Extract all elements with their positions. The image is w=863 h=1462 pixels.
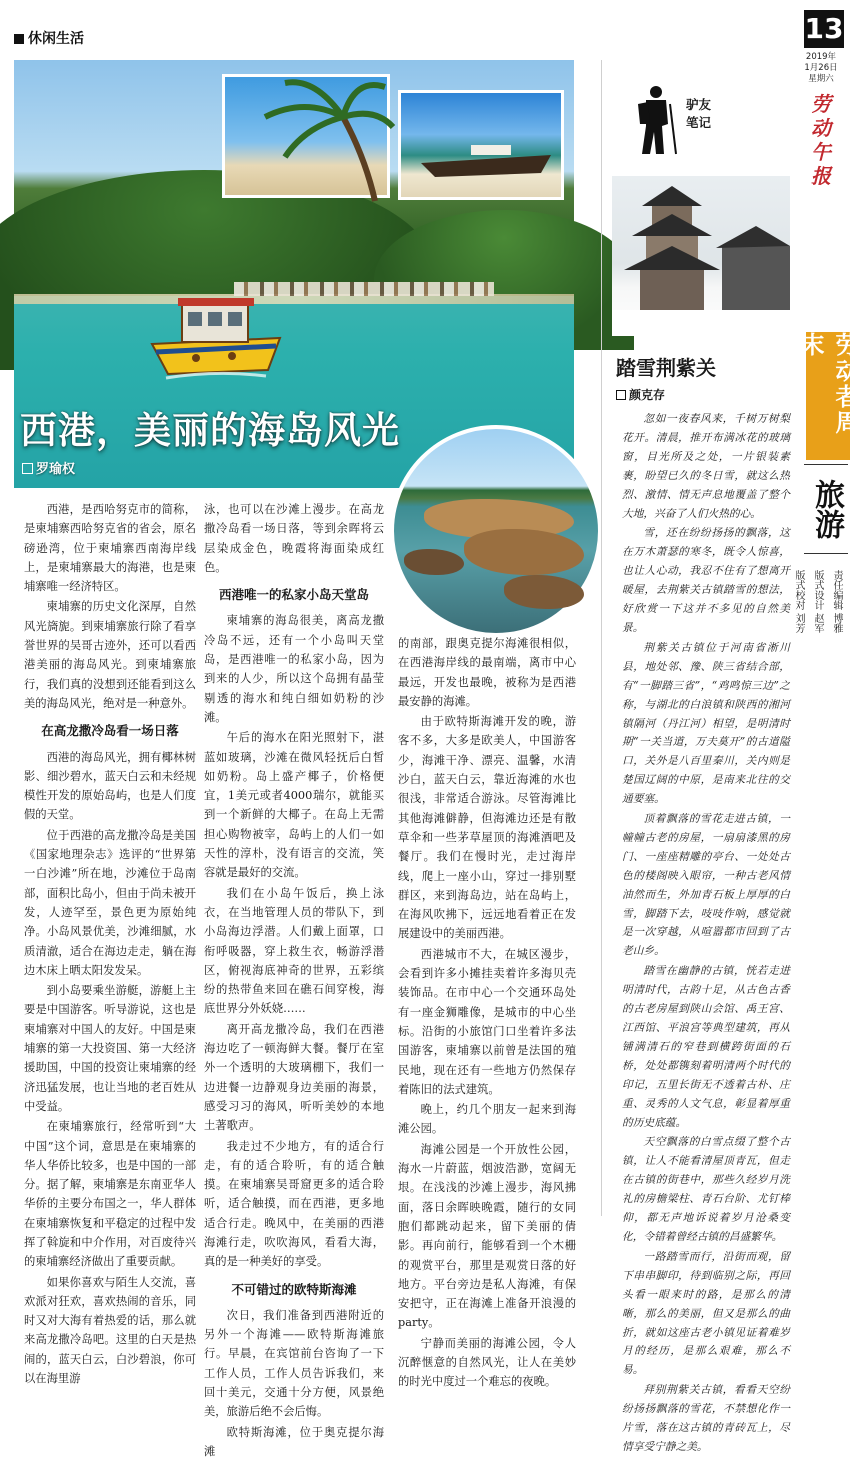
paragraph: 我们在小岛午饭后，换上泳衣，在当地管理人员的带队下，到小岛海边浮潜。人们戴上面罩，口衔呼吸器，穿上救生衣，畅游浮潜区，俯视海底神奇的世界，五彩缤纷的热带鱼来回在礁石间穿梭，海底世界分外妖娆…… xyxy=(204,886,384,1016)
boat-icon xyxy=(146,274,286,380)
article-column-1 xyxy=(24,500,196,1389)
paragraph: 欧特斯海滩，位于奥克提尔海滩 xyxy=(204,1425,384,1458)
square-outline-icon xyxy=(22,463,33,474)
subheading: 不可错过的欧特斯海滩 xyxy=(231,1281,357,1297)
issue-date: 2019年 1月26日 星期六 xyxy=(804,52,838,84)
beach-boat-photo xyxy=(398,90,564,200)
square-outline-icon xyxy=(616,390,626,400)
paragraph: 在柬埔寨旅行，经常听到“大中国”这个词，意思是在柬埔寨的华人华侨比较多，也是中国的一部分。据了解，柬埔寨是东南亚华人华侨的主要分布国之一，华人群体在柬埔寨恢复和平稳定的过程中发挥了斡旋和中介作用，对百废待兴的柬埔寨经济做出了重要贡献。 xyxy=(24,1120,196,1269)
paragraph: 晚上，约几个朋友一起来到海滩公园。 xyxy=(398,1103,576,1136)
paragraph: 宁静而美丽的海滩公园，令人沉醉惬意的自然风光，让人在美妙的时光中度过一个难忘的夜晚。 xyxy=(398,1336,576,1389)
paragraph: 到小岛要乘坐游艇，游艇上主要是中国游客。听导游说，这也是柬埔寨对中国人的友好。中国是柬埔寨的第一大投资国、第一大经济援助国，中国的投资让柬埔寨的经济迅猛发展，也让当地的老百姓从中受益。 xyxy=(24,984,196,1113)
article-title: 西港，美丽的海岛风光 xyxy=(20,409,400,452)
paragraph: 顶着飘落的雪花走进古镇，一幢幢古老的房屋，一扇扇漆黑的房门、一座座精雕的亭台、一处处古色的楼阁映入眼帘，一种古老风情油然而生，外加青石板上厚厚的白雪，脚踏下去，吱吱作响，感觉就是一次穿越，从喧嚣都市回到了古老山乡。 xyxy=(622,812,790,958)
subheading: 西港唯一的私家小岛天堂岛 xyxy=(218,587,369,603)
hero-photo xyxy=(14,60,574,488)
square-bullet-icon xyxy=(14,34,24,44)
snowy-town-photo xyxy=(612,176,790,336)
paragraph: 忽如一夜春风来，千树万树梨花开。清晨，推开布满冰花的玻璃窗，目光所及之处，一片银装素裹，盼望已久的冬日雪，就这么热烈、激情、情无声息地覆盖了整个大地，兴奋了人们火热的心。 xyxy=(622,412,790,520)
paragraph: 一路踏雪而行，沿街而观，留下串串脚印，待到临别之际，再回头看一眼来时的路，是那么的清晰，那么的美丽，但又是那么的曲折，就如这座古老小镇见证着难岁月的经历，是那么艰难，那么不易。 xyxy=(622,1249,790,1377)
pagoda-icon xyxy=(612,176,790,336)
rocky-shore-photo xyxy=(390,425,602,637)
palm-beach-photo xyxy=(222,74,390,198)
rock-shape xyxy=(464,529,584,575)
article-author: 罗瑜权 xyxy=(22,458,75,477)
article-column-2 xyxy=(204,500,384,1462)
paragraph: 离开高龙撒冷岛，我们在西港海边吃了一顿海鲜大餐。餐厅在室外一个透明的大玻璃棚下，我们一边进餐一边静观身边美丽的海景，感受习习的海风，听听美妙的本地土著歌声。 xyxy=(204,1022,384,1133)
paragraph: 海滩公园是一个开放性公园，海水一片蔚蓝，烟波浩渺，宽阔无垠。在浅浅的沙滩上漫步，海风拂面，落日余晖映晚霞，随行的女同胞们都跳动起来，留下美丽的倩影。再向前行，能够看到一个木栅的观赏平台，那里是观赏日落的好地方。平台旁边是私人海滩，有保安把守，正在海滩上准备开浪漫的party。 xyxy=(398,1142,576,1330)
rock-shape xyxy=(404,549,464,575)
paragraph: 午后的海水在阳光照射下，湛蓝如玻璃，沙滩在微风轻抚后白皙如奶粉。岛上盛产椰子，价格便宜，1美元或者4000瑞尔，就能买到一个新鲜的大椰子。在岛上无需担心购物被宰，岛屿上的人们一如天性的淳朴，没有语言的交流，笑容就是最好的交流。 xyxy=(204,731,384,880)
paragraph: 泳，也可以在沙滩上漫步。在高龙撒冷岛看一场日落，等到余晖将云层染成金色，晚霞将海面染成红色。 xyxy=(204,503,384,574)
paragraph: 柬埔寨的海岛很美，离高龙撒冷岛不远，还有一个小岛叫天堂岛，是西港唯一的私家小岛，因为到来的人少，所以这个岛拥有晶莹剔透的海水和纯白细如奶粉的沙滩。 xyxy=(204,614,384,724)
hiker-silhouette-icon xyxy=(628,84,678,156)
paragraph: 由于欧特斯海滩开发的晚，游客不多，大多是欧美人，中国游客少，海滩干净、漂亮、温馨，水清沙白，蓝天白云，靠近海滩的水也很浅，非常适合游泳。尽管海滩比其他海滩僻静，但海滩边还是有散草伞和一些茅草屋顶的海滩酒吧及餐厅。我们在慢时光，走过海岸线，爬上一座小山，穿过一排别墅群区，来到海岛边，站在岛屿上，在海风吹拂下，远远地看着正在发展建设中的美丽西港。 xyxy=(398,715,576,941)
article-column-3 xyxy=(398,634,576,1393)
article2-author: 颜克存 xyxy=(616,386,665,403)
section-name: 旅游 xyxy=(804,464,848,554)
paragraph: 西港，是西哈努克市的简称，是柬埔寨西哈努克省的省会，原名磅逊湾，位于柬埔寨西南海岸线上，是柬埔寨最大的海港，也是柬埔寨唯一经济特区。 xyxy=(24,503,196,594)
subheading: 在高龙撒冷岛看一场日落 xyxy=(41,723,179,739)
paragraph: 柬埔寨的历史文化深厚，自然风光旖旎。到柬埔寨旅行除了看享誉世界的吴哥古迹外，还可以看西港美丽的海岛风光。到柬埔寨旅行，我们真的没想到还能看到这么美的海岛风光，绝对是一种意外。 xyxy=(24,600,196,710)
longboat-icon xyxy=(401,93,567,203)
section-tag: 休闲生活 xyxy=(14,28,84,48)
editor-credits: 责任编辑 博雅 版式设计 赵军 版式校对 刘芳 xyxy=(793,570,842,634)
paragraph: 次日，我们准备到西港附近的另外一个海滩——欧特斯海滩旅行。早晨，在宾馆前台咨询了一下工作人员，工作人员告诉我们，来回十美元，交通十分方便，风景绝美，旅游后绝不会后悔。 xyxy=(204,1308,384,1419)
column-divider xyxy=(601,60,602,1216)
article2-title: 踏雪荆紫关 xyxy=(616,356,716,380)
paragraph: 西港城市不大，在城区漫步，会看到许多小摊挂卖着许多海贝壳装饰品。在市中心一个交通环岛处有一座金狮雕像，是城市的中心坐标。沿街的小旅馆门口坐着许多法国游客，柬埔寨以前曾是法国的殖民地，现在还有一些地方仍然保存着陈旧的法式建筑。 xyxy=(398,947,576,1096)
palm-tree-icon xyxy=(225,77,393,201)
paragraph: 我走过不少地方，有的适合行走，有的适合聆听，有的适合触摸。在柬埔寨吴哥窟更多的适合聆听，适合触摸，而在西港，更多地适合行走。晚风中，在美丽的西港海滩行走，吹吹海风，看看大海，真的是一种美好的享受。 xyxy=(204,1139,384,1269)
newspaper-logo: 劳动午报 xyxy=(811,92,831,188)
paragraph: 位于西港的高龙撒冷岛是美国《国家地理杂志》选评的“世界第一白沙滩”所在地，沙滩位于岛南部，面积比岛小，但由于尚未被开发，人迹罕至，景色更为原始纯净。小岛风景优美，沙滩细腻，水质清澈，适合在海边走走，躺在海边木床上晒太阳发发呆。 xyxy=(24,828,196,977)
weekly-banner: 劳动者周末 xyxy=(806,332,850,460)
paragraph: 天空飘落的白雪点缀了整个古镇，让人不能看清屋顶青瓦，但走在古镇的街巷中，那些久经岁月洗礼的房檐梁柱、青石台阶、尤钉棒仰，都无声地诉说着岁月沧桑变化，令错着曾经古镇的昌盛繁华。 xyxy=(622,1135,790,1243)
travel-notes-label: 驴友 笔记 xyxy=(686,97,712,130)
paragraph: 踏雪在幽静的古镇，恍若走进明清时代，古韵十足，从古色古香的古老房屋到陕山会馆、禹王宫、江西馆、平浪宫等典型建筑，再从铺满清石的窄巷到横跨街面的石桥，处处都镌刻着明清两个时代的印记，五里长街无不透着古朴、庄重、灵秀的人文气息，彰显着厚重的历史底蕴。 xyxy=(622,964,790,1129)
paragraph: 的南部，跟奥克提尔海滩很相似，在西港海岸线的最南端，离市中心最远，开发也最晚，被称为是西港最安静的海滩。 xyxy=(398,637,576,708)
page-number: 13 xyxy=(804,10,844,48)
paragraph: 西港的海岛风光，拥有椰林树影、细沙碧水，蓝天白云和未经规模性开发的原始岛屿，也是人们度假的天堂。 xyxy=(24,750,196,822)
paragraph: 荆紫关古镇位于河南省淅川县，地处邻、豫、陕三省结合部，有“一脚踏三省”，“鸡鸣惊三边”之称，与湖北的白浪镇和陕西的湘河镇隔河（丹江河）相望，是明清时期“一关当道，万夫莫开”的古道隘口，关外是八百里秦川，关内则是楚国辽阔的中原，是南来北往的交通要塞。 xyxy=(622,640,790,806)
paragraph: 拜别荆紫关古镇，看看天空纷纷扬扬飘落的雪花，不禁想化作一片雪，落在这古镇的青砖瓦上，尽情享受宁静之美。 xyxy=(622,1383,790,1453)
paragraph: 如果你喜欢与陌生人交流，喜欢派对狂欢，喜欢热闹的音乐，同时又对大海有着热爱的话，那么就来高龙撒冷岛吧。这里的白天是热闹的，蓝天白云，白沙碧浪，你可以在海里游 xyxy=(24,1275,196,1386)
rock-shape xyxy=(504,575,584,609)
paragraph: 雪，还在纷纷扬扬的飘落，这在万木萧瑟的寒冬，既令人惊喜，也让人心动，我忍不住有了想离开暖屋，去荆紫关古镇踏雪的想法，好欣赏一下这并不多见的自然美景。 xyxy=(622,526,790,634)
article2-body xyxy=(622,410,790,1458)
